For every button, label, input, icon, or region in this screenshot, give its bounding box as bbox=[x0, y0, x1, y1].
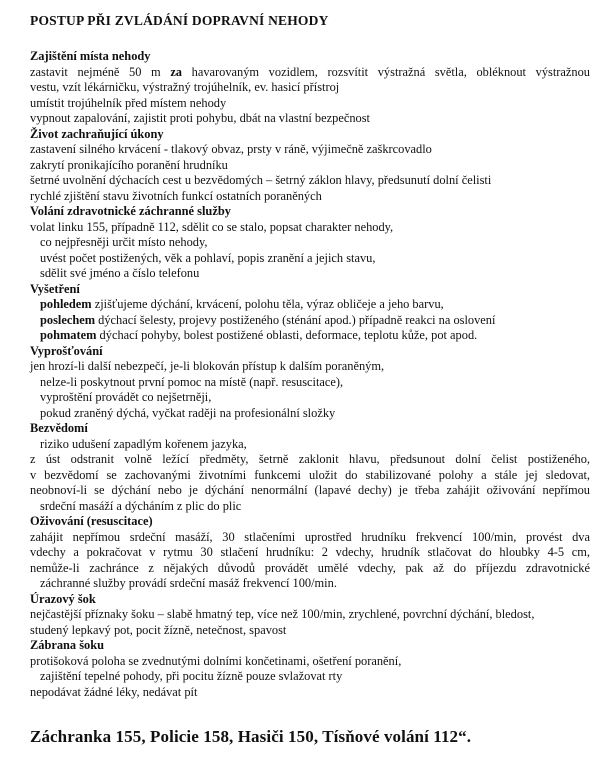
document-title: POSTUP PŘI ZVLÁDÁNÍ DOPRAVNÍ NEHODY bbox=[30, 13, 329, 28]
line-text: zastavení silného krvácení - tlakový obvaz, prsty v ráně, výjimečně zaškrcovadlo bbox=[30, 142, 432, 156]
line-text: zjišťujeme dýchání, krvácení, polohu těla, výraz obličeje a jeho barvu, bbox=[91, 297, 444, 311]
line-emphasis: pohmatem bbox=[40, 328, 97, 342]
section-text-line bbox=[30, 189, 590, 205]
section-text-line bbox=[30, 313, 590, 329]
line-text: neobnoví-li se dýchání nebo je dýchání nenormální (lapavé dechy) je třeba zahájit oživování nepřímou bbox=[30, 483, 590, 497]
section-text-line bbox=[30, 390, 590, 406]
line-text: jen hrozí-li další nebezpečí, je-li blokován přístup k dalším poraněným, bbox=[30, 359, 385, 373]
section-text-line bbox=[30, 375, 590, 391]
line-text: zahájit nepřímou srdeční masáží, 30 stlačeními uprostřed hrudníku frekvencí 100/min, provést dva bbox=[30, 529, 590, 544]
section-heading: Zajištění místa nehody bbox=[30, 49, 151, 63]
line-text: rychlé zjištění stavu životních funkcí ostatních poraněných bbox=[30, 188, 322, 203]
line-text: dýchací pohyby, bolest postižené oblasti, deformace, teplotu kůže, pot apod. bbox=[96, 328, 478, 342]
line-text: srdeční masáží a dýcháním z plic do plic bbox=[40, 498, 242, 513]
line-text: zakrytí pronikajícího poranění hrudníku bbox=[30, 157, 228, 172]
section-text-line bbox=[30, 297, 590, 313]
section-text-line bbox=[30, 468, 590, 484]
line-text: vypnout zapalování, zajistit proti pohybu, dbát na vlastní bezpečnost bbox=[30, 111, 370, 125]
section-text-line bbox=[30, 685, 590, 701]
line-text: zajištění tepelné pohody, při pocitu žízně pouze svlažovat rty bbox=[40, 669, 343, 683]
section-heading: Úrazový šok bbox=[30, 591, 96, 606]
section-heading: Vyšetření bbox=[30, 281, 80, 296]
line-text: vyproštění provádět co nejšetrněji, bbox=[40, 390, 212, 404]
section-heading: Vyprošťování bbox=[30, 343, 103, 358]
line-text: umístit trojúhelník před místem nehody bbox=[30, 95, 227, 110]
section-text-line bbox=[30, 111, 590, 127]
line-text: šetrné uvolnění dýchacích cest u bezvědomých – šetrný záklon hlavy, předsunutí dolní čelisti bbox=[30, 173, 492, 187]
section-text-line bbox=[30, 576, 590, 592]
section-text-line bbox=[30, 266, 590, 282]
section-heading: Zábrana šoku bbox=[30, 638, 105, 652]
line-text: záchranné služby provádí srdeční masáž frekvencí 100/min. bbox=[40, 576, 337, 590]
section-text-line bbox=[30, 607, 590, 623]
section-text-line bbox=[30, 96, 590, 112]
section-text-line bbox=[30, 483, 590, 499]
section-text-line bbox=[30, 669, 590, 685]
section-text-line bbox=[30, 561, 590, 577]
line-text: zastavit nejméně 50 m bbox=[30, 64, 171, 79]
section-text-line bbox=[30, 437, 590, 453]
section-heading: Život zachraňující úkony bbox=[30, 126, 164, 141]
section-text-line bbox=[30, 654, 590, 670]
line-text: sdělit své jméno a číslo telefonu bbox=[40, 266, 200, 280]
section-text-line bbox=[30, 235, 590, 251]
line-text: nejčastější příznaky šoku – slabě hmatný tep, více než 100/min, zrychlené, povrchní dýchání, bledost, bbox=[30, 607, 535, 621]
line-text: studený lepkavý pot, pocit žízně, netečnost, spavost bbox=[30, 622, 287, 637]
section-heading: Volání zdravotnické záchranné služby bbox=[30, 204, 231, 218]
line-text: nepodávat žádné léky, nedávat pít bbox=[30, 684, 198, 699]
section-text-line bbox=[30, 251, 590, 267]
line-text: z úst odstranit volně ležící předměty, šetrně zaklonit hlavu, předsunout dolní čelist postiženého, bbox=[30, 452, 590, 466]
line-emphasis: za bbox=[170, 64, 183, 79]
line-text: nemůže-li zachránce z nějakých důvodů provádět umělé vdechy, pak až do příjezdu zdravotnické bbox=[30, 560, 590, 575]
section-text-line bbox=[30, 220, 590, 236]
section-text-line bbox=[30, 173, 590, 189]
section-text-line bbox=[30, 499, 590, 515]
section-text-line bbox=[30, 406, 590, 422]
section-heading: Oživování (resuscitace) bbox=[30, 514, 153, 528]
line-text: vdechy a pokračovat v rytmu 30 stlačení hrudníku: 2 vdechy, hrudník stlačovat do hloubky 4-5 cm, bbox=[30, 545, 590, 559]
section-text-line bbox=[30, 623, 590, 639]
section-heading: Bezvědomí bbox=[30, 421, 88, 435]
line-text: v bezvědomí se zachovanými životními funkcemi uložit do stabilizované polohy a stále jej sledovat, bbox=[30, 467, 590, 482]
section-text-line bbox=[30, 80, 590, 96]
section-text-line bbox=[30, 452, 590, 468]
line-text: havarovaným vozidlem, rozsvítit výstražná světla, obléknout výstražnou bbox=[182, 64, 590, 79]
section-text-line bbox=[30, 65, 590, 81]
section-text-line bbox=[30, 530, 590, 546]
line-text: protišoková poloha se zvednutými dolními končetinami, ošetření poranění, bbox=[30, 653, 402, 668]
section-text-line bbox=[30, 158, 590, 174]
section-text-line bbox=[30, 545, 590, 561]
line-text: vestu, vzít lékárničku, výstražný trojúhelník, ev. hasicí přístroj bbox=[30, 80, 340, 94]
section-text-line bbox=[30, 359, 590, 375]
line-emphasis: poslechem bbox=[40, 312, 96, 327]
line-text: co nejpřesněji určit místo nehody, bbox=[40, 235, 208, 249]
line-emphasis: pohledem bbox=[40, 297, 92, 311]
emergency-numbers-footer: Záchranka 155, Policie 158, Hasiči 150, Tísňové volání 112“. bbox=[30, 727, 472, 746]
line-text: riziko udušení zapadlým kořenem jazyka, bbox=[40, 436, 247, 451]
document-content bbox=[30, 49, 590, 700]
section-text-line bbox=[30, 142, 590, 158]
line-text: pokud zraněný dýchá, vyčkat raději na profesionální složky bbox=[40, 405, 336, 420]
line-text: volat linku 155, případně 112, sdělit co se stalo, popsat charakter nehody, bbox=[30, 219, 394, 234]
section-text-line bbox=[30, 328, 590, 344]
line-text: dýchací šelesty, projevy postiženého (sténání apod.) případně reakci na oslovení bbox=[95, 312, 496, 327]
line-text: uvést počet postižených, věk a pohlaví, popis zranění a jejich stavu, bbox=[40, 250, 376, 265]
line-text: nelze-li poskytnout první pomoc na místě (např. resuscitace), bbox=[40, 374, 344, 389]
